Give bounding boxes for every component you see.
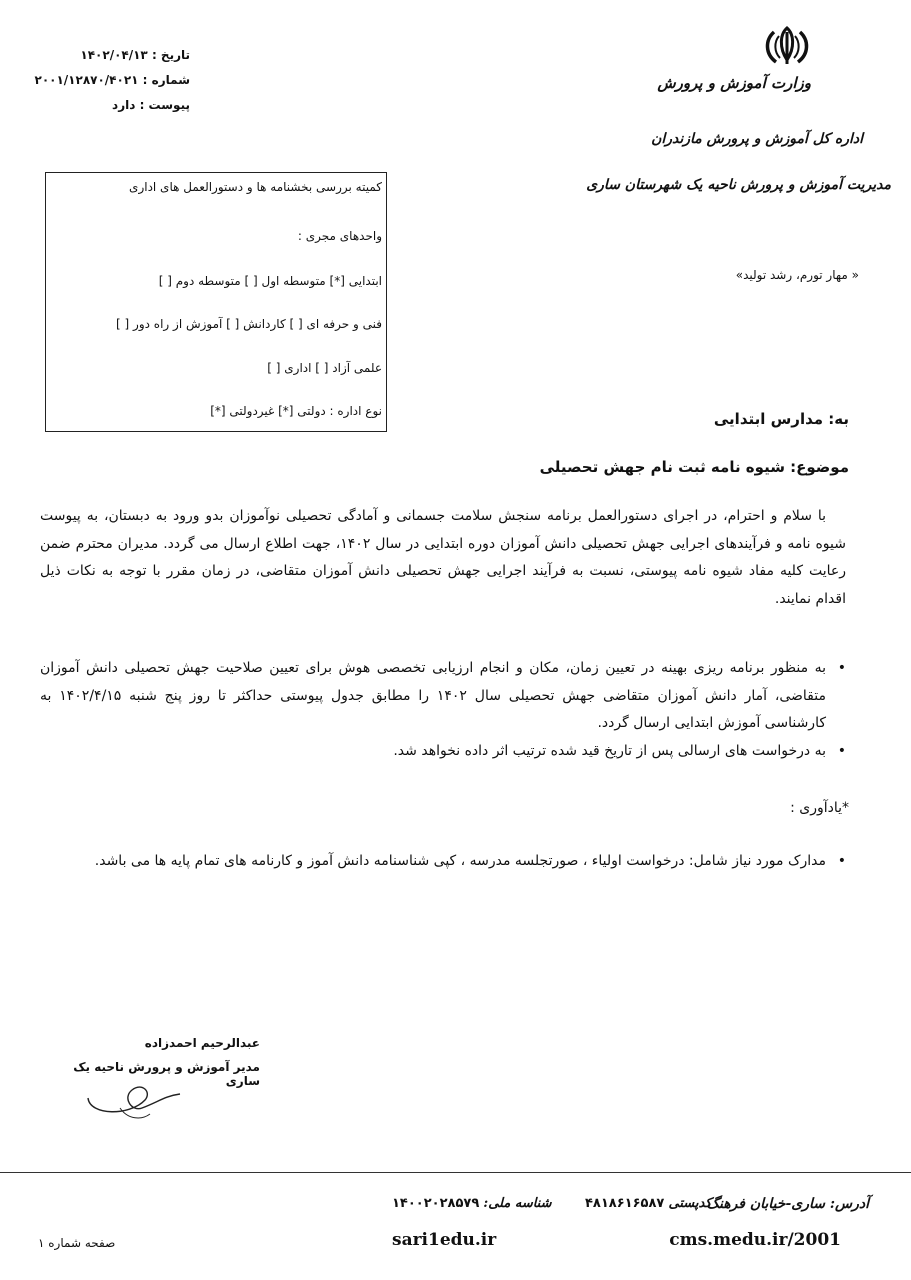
number-value: ۲۰۰۱/۱۲۸۷۰/۴۰۲۱ bbox=[34, 73, 139, 87]
committee-units-row-1: ابتدایی [*] متوسطه اول [ ] متوسطه دوم [ ] bbox=[158, 274, 382, 288]
ministry-name: وزارت آموزش و پرورش bbox=[657, 74, 811, 92]
committee-units-row-2: فنی و حرفه ای [ ] کاردانش [ ] آموزش از راه دور [ ] bbox=[116, 317, 382, 331]
handwritten-signature-icon bbox=[80, 1068, 190, 1128]
recipient: به: مدارس ابتدایی bbox=[713, 410, 849, 428]
number-line: شماره : ۲۰۰۱/۱۲۸۷۰/۴۰۲۱ bbox=[34, 73, 190, 87]
signer-position: مدیر آموزش و پرورش ناحیه یک ساری bbox=[73, 1060, 260, 1088]
attachment-value: دارد bbox=[112, 98, 136, 112]
main-website-link[interactable]: cms.medu.ir/2001 bbox=[669, 1230, 841, 1250]
date-value: ۱۴۰۲/۰۴/۱۳ bbox=[80, 48, 148, 62]
postal-code-label: کدپستی bbox=[668, 1196, 712, 1211]
committee-units-label: واحدهای مجری : bbox=[297, 229, 382, 243]
reminder-list bbox=[40, 848, 850, 876]
national-id-value: ۱۴۰۰۲۰۲۸۵۷۹ bbox=[392, 1196, 480, 1211]
letter-meta bbox=[34, 43, 190, 118]
national-id-label: شناسه ملی: bbox=[483, 1196, 552, 1211]
page-number: صفحه شماره ۱ bbox=[38, 1236, 116, 1250]
district-office-name: مدیریت آموزش و پرورش ناحیه یک شهرستان ساری bbox=[586, 177, 891, 193]
slogan: « مهار تورم، رشد تولید» bbox=[735, 268, 859, 282]
reminder-heading: *یادآوری : bbox=[790, 800, 849, 816]
footer-national-id bbox=[392, 1196, 552, 1211]
letter-body: با سلام و احترام، در اجرای دستورالعمل برنامه سنجش سلامت جسمانی و آمادگی تحصیلی نوآموزان بدو ورود به دبستان، به پیوست شیوه نامه و فرآیندهای اجرایی جهش تحصیلی دانش آموزان دوره ابتدایی در سال ۱۴۰۲، جهت اطلاع ارسال می گردد. مدیران محترم ضمن رعایت کلیه مفاد شیوه نامه پیوستی، نسبت به فرآیند اجرایی جهش تحصیلی دانش آموزان متقاضی، در زمان مقرر با توجه به نکات ذیل اقدام نمایند. bbox=[40, 508, 846, 607]
list-item: • به درخواست های ارسالی پس از تاریخ قید شده ترتیب اثر داده نخواهد شد. bbox=[40, 738, 850, 766]
list-item: • مدارک مورد نیاز شامل: درخواست اولیاء ، صورتجلسه مدرسه ، کپی شناسنامه دانش آموز و کارنامه های تمام پایه ها می باشد. bbox=[40, 848, 850, 876]
committee-office-type: نوع اداره : دولتی [*] غیردولتی [*] bbox=[210, 404, 382, 418]
district-website-link[interactable]: sari1edu.ir bbox=[392, 1230, 497, 1250]
signer-name: عبدالرحیم احمدزاده bbox=[144, 1036, 260, 1050]
postal-code-value: ۴۸۱۸۶۱۶۵۸۷ bbox=[585, 1196, 665, 1211]
committee-title: کمیته بررسی بخشنامه ها و دستورالعمل های اداری bbox=[129, 180, 382, 194]
footer-address: آدرس: ساری-خیابان فرهنگ bbox=[706, 1196, 869, 1212]
date-line: تاریخ : ۱۴۰۲/۰۴/۱۳ bbox=[80, 48, 190, 62]
province-office-name: اداره کل آموزش و پرورش مازندران bbox=[651, 131, 863, 147]
list-item: • به منظور برنامه ریزی بهینه در تعیین زمان، مکان و انجام ارزیابی تخصصی هوش برای تعیین صلاحیت جهش تحصیلی دانش آموزان متقاضی، آمار دانش آموزان متقاضی جهش تحصیلی سال ۱۴۰۲ را مطابق جدول پیوستی حداکثر تا روز پنج شنبه ۱۴۰۲/۴/۱۵ به کارشناسی آموزش ابتدایی ارسال گردد. bbox=[40, 655, 850, 738]
footer-divider bbox=[0, 1172, 911, 1173]
instruction-list bbox=[40, 655, 850, 765]
attachment-line: پیوست : دارد bbox=[112, 98, 190, 112]
subject: موضوع: شیوه نامه ثبت نام جهش تحصیلی bbox=[539, 458, 849, 476]
footer-postal bbox=[585, 1196, 712, 1211]
committee-units-row-3: علمی آزاد [ ] اداری [ ] bbox=[267, 361, 382, 375]
committee-box bbox=[45, 172, 387, 432]
iran-emblem-icon bbox=[762, 24, 812, 68]
